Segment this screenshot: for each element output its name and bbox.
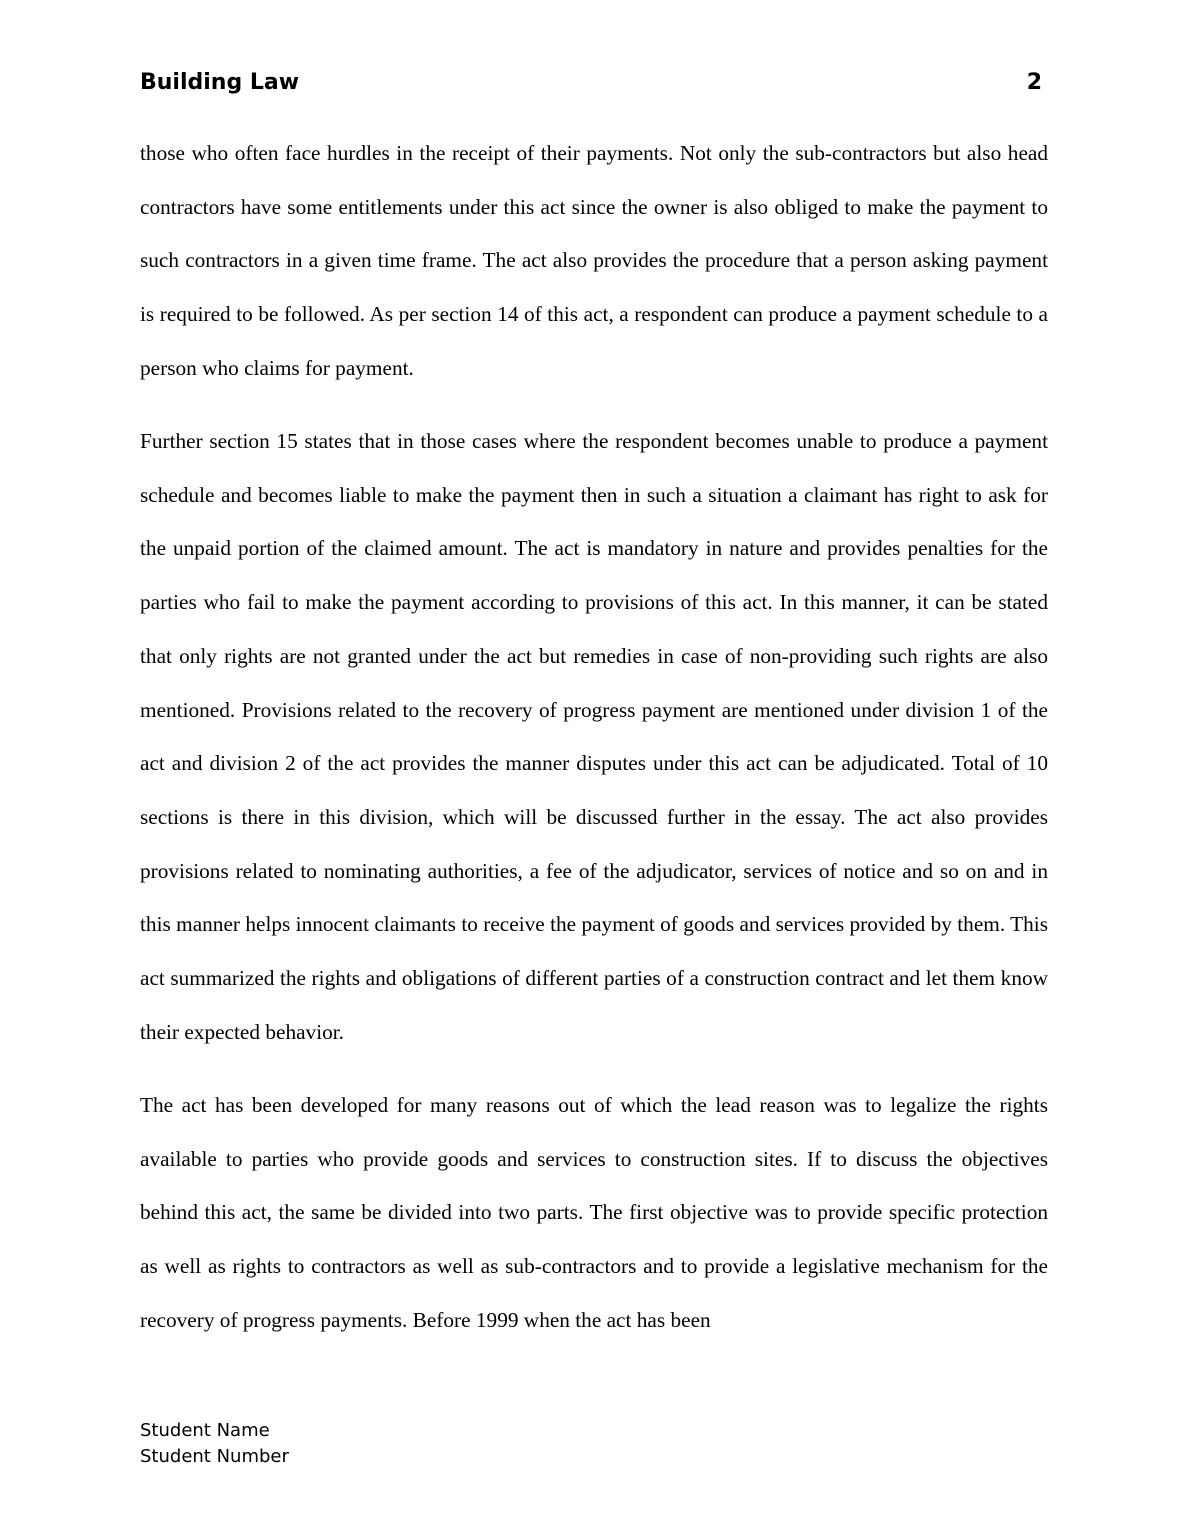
page-number: 2 <box>1026 70 1042 95</box>
page-footer <box>140 1418 289 1470</box>
paragraph-1: those who often face hurdles in the receipt of their payments. Not only the sub-contractors but also head contractors have some entitlements under this act since the owner is also obliged to make the payment to such contractors in a given time frame. The act also provides the procedure that a person asking payment is required to be followed. As per section 14 of this act, a respondent can produce a payment schedule to a person who claims for payment. <box>140 141 1048 380</box>
student-name: Student Name <box>140 1420 270 1441</box>
paragraph-3: The act has been developed for many reasons out of which the lead reason was to legalize the rights available to parties who provide goods and services to construction sites. If to discuss the objectives behind this act, the same be divided into two parts. The first objective was to provide specific protection as well as rights to contractors as well as sub-contractors and to provide a legislative mechanism for the recovery of progress payments. Before 1999 when the act has been <box>140 1092 1048 1332</box>
page-header <box>140 68 1042 98</box>
student-number: Student Number <box>140 1446 289 1467</box>
header-title: Building Law <box>140 70 300 95</box>
paragraph-2: Further section 15 states that in those cases where the respondent becomes unable to produce a payment schedule and becomes liable to make the payment then in such a situation a claimant has right to ask for the unpaid portion of the claimed amount. The act is mandatory in nature and provides penalties for the parties who fail to make the payment according to provisions of this act. In this manner, it can be stated that only rights are not granted under the act but remedies in case of non-providing such rights are also mentioned. Provisions related to the recovery of progress payment are mentioned under division 1 of the act and division 2 of the act provides the manner disputes under this act can be adjudicated. Total of 10 sections is there in this division, which will be discussed further in the essay. The act also provides provisions related to nominating authorities, a fee of the adjudicator, services of notice and so on and in this manner helps innocent claimants to receive the payment of goods and services provided by them. This act summarized the rights and obligations of different parties of a construction contract and let them know their expected behavior. <box>140 429 1048 1044</box>
body-text <box>140 127 1048 1367</box>
